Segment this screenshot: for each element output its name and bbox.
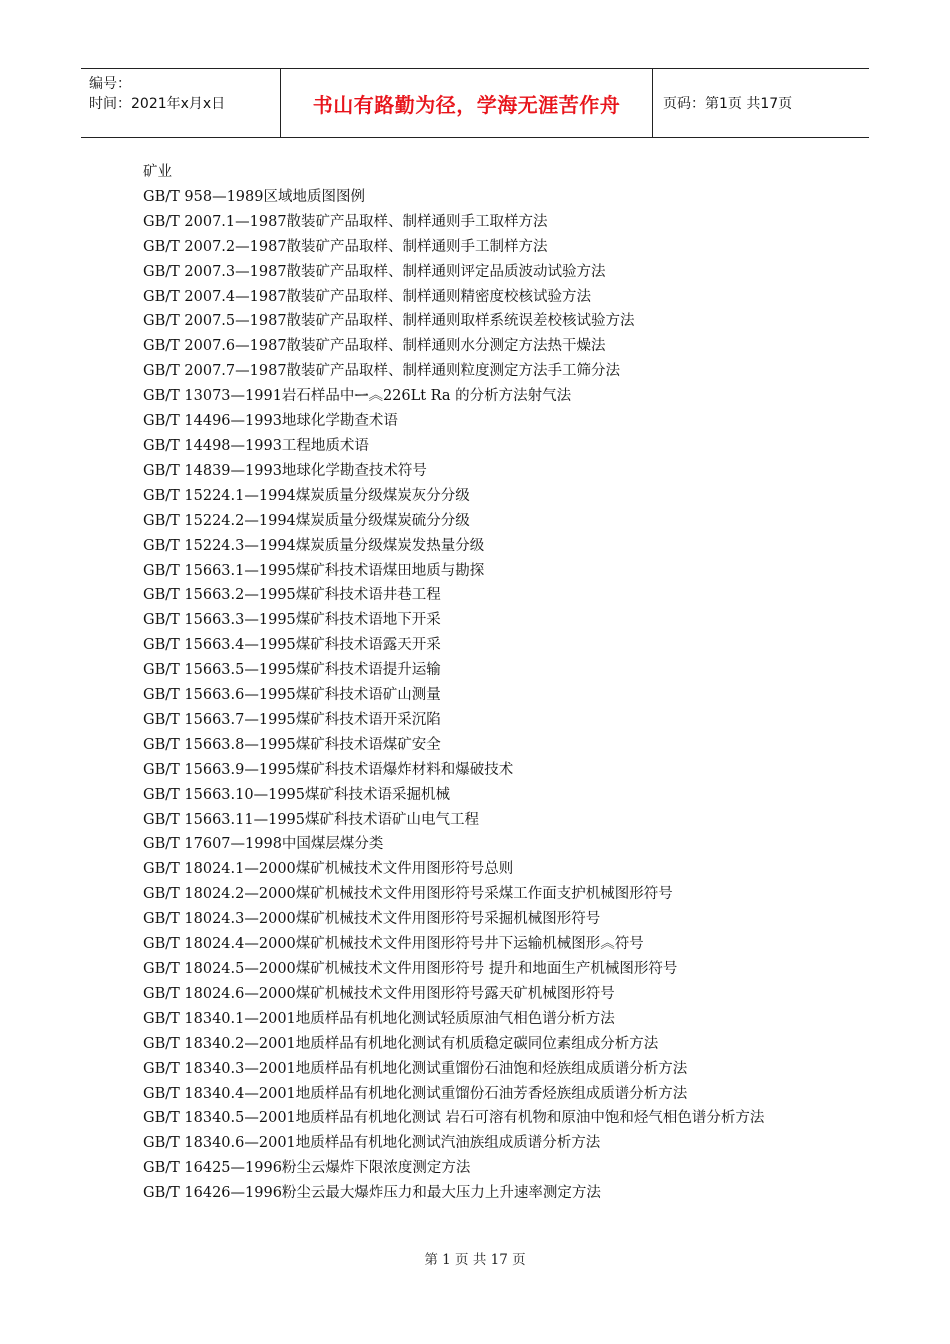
section-title: 矿业 <box>143 164 172 180</box>
standard-line: GB/T 14839—1993地球化学勘查技术符号 <box>143 462 427 479</box>
standard-line: GB/T 2007.6—1987散装矿产品取样、制样通则水分测定方法热干燥法 <box>143 338 606 355</box>
standard-line: GB/T 17607—1998中国煤层煤分类 <box>143 836 384 853</box>
standard-line: GB/T 15663.1—1995煤矿科技术语煤田地质与勘探 <box>143 562 485 579</box>
header-motto: 书山有路勤为径，学海无涯苦作舟 <box>281 69 653 137</box>
standard-line: GB/T 15663.7—1995煤矿科技术语开采沉陷 <box>143 711 441 728</box>
standard-line: GB/T 15663.5—1995煤矿科技术语提升运输 <box>143 662 441 679</box>
number-label: 编号： <box>89 76 131 92</box>
standard-line: GB/T 15663.9—1995煤矿科技术语爆炸材料和爆破技术 <box>143 761 514 778</box>
standard-line: GB/T 14498—1993工程地质术语 <box>143 437 369 454</box>
header-meta <box>81 69 281 137</box>
standard-line: GB/T 18340.4—2001地质样品有机地化测试重馏份石油芳香烃族组成质谱分析方法 <box>143 1085 688 1102</box>
standard-line: GB/T 2007.1—1987散装矿产品取样、制样通则手工取样方法 <box>143 213 548 230</box>
standard-line: GB/T 18340.6—2001地质样品有机地化测试汽油族组成质谱分析方法 <box>143 1135 601 1152</box>
standard-line: GB/T 18024.6—2000煤矿机械技术文件用图形符号露天矿机械图形符号 <box>143 985 615 1002</box>
standard-line: GB/T 958—1989区域地质图图例 <box>143 188 365 205</box>
standard-line: GB/T 18340.1—2001地质样品有机地化测试轻质原油气相色谱分析方法 <box>143 1010 615 1027</box>
header-page-number: 页码：第1页 共17页 <box>663 96 793 112</box>
standard-line: GB/T 15224.2—1994煤炭质量分级煤炭硫分分级 <box>143 512 470 529</box>
document-body <box>143 160 823 1206</box>
standard-line: GB/T 18024.5—2000煤矿机械技术文件用图形符号 提升和地面生产机械图形符号 <box>143 961 678 977</box>
standard-line: GB/T 18340.3—2001地质样品有机地化测试重馏份石油饱和烃族组成质谱分析方法 <box>143 1060 688 1077</box>
standard-line: GB/T 18340.2—2001地质样品有机地化测试有机质稳定碳同位素组成分析方法 <box>143 1035 659 1052</box>
standard-line: GB/T 2007.7—1987散装矿产品取样、制样通则粒度测定方法手工筛分法 <box>143 363 621 380</box>
standard-line: GB/T 18024.2—2000煤矿机械技术文件用图形符号采煤工作面支护机械图形符号 <box>143 886 673 903</box>
page-footer: 第 1 页 共 17 页 <box>424 1252 526 1268</box>
standard-line: GB/T 16426—1996粉尘云最大爆炸压力和最大压力上升速率测定方法 <box>143 1185 601 1202</box>
standard-line: GB/T 15663.11—1995煤矿科技术语矿山电气工程 <box>143 811 479 828</box>
standard-line: GB/T 18024.3—2000煤矿机械技术文件用图形符号采掘机械图形符号 <box>143 911 601 928</box>
standard-line: GB/T 15663.4—1995煤矿科技术语露天开采 <box>143 637 441 654</box>
standard-line: GB/T 2007.2—1987散装矿产品取样、制样通则手工制样方法 <box>143 238 548 255</box>
standard-line: GB/T 18340.5—2001地质样品有机地化测试 岩石可溶有机物和原油中饱和烃气相色谱分析方法 <box>143 1110 765 1127</box>
standard-line: GB/T 18024.1—2000煤矿机械技术文件用图形符号总则 <box>143 861 514 878</box>
standard-line: GB/T 15663.3—1995煤矿科技术语地下开采 <box>143 612 441 629</box>
standard-line: GB/T 14496—1993地球化学勘查术语 <box>143 413 398 430</box>
standard-line: GB/T 15663.10—1995煤矿科技术语采掘机械 <box>143 786 450 803</box>
standard-line: GB/T 2007.3—1987散装矿产品取样、制样通则评定品质波动试验方法 <box>143 263 606 280</box>
standard-line: GB/T 15224.3—1994煤炭质量分级煤炭发热量分级 <box>143 537 485 554</box>
standard-line: GB/T 18024.4—2000煤矿机械技术文件用图形符号井下运输机械图形︽符号 <box>143 936 644 953</box>
time-label: 时间：2021年x月x日 <box>89 96 226 112</box>
standard-line: GB/T 15224.1—1994煤炭质量分级煤炭灰分分级 <box>143 487 470 504</box>
standard-line: GB/T 13073—1991岩石样品中ᆖ︽226Lt Ra 的分析方法射气法 <box>143 388 572 405</box>
page-header <box>81 68 869 138</box>
standard-line: GB/T 15663.2—1995煤矿科技术语井巷工程 <box>143 587 441 604</box>
standard-line: GB/T 15663.8—1995煤矿科技术语煤矿安全 <box>143 736 441 753</box>
standard-line: GB/T 15663.6—1995煤矿科技术语矿山测量 <box>143 687 441 704</box>
standard-line: GB/T 2007.4—1987散装矿产品取样、制样通则精密度校核试验方法 <box>143 288 592 305</box>
standard-line: GB/T 16425—1996粉尘云爆炸下限浓度测定方法 <box>143 1160 471 1177</box>
standard-line: GB/T 2007.5—1987散装矿产品取样、制样通则取样系统误差校核试验方法 <box>143 313 635 330</box>
